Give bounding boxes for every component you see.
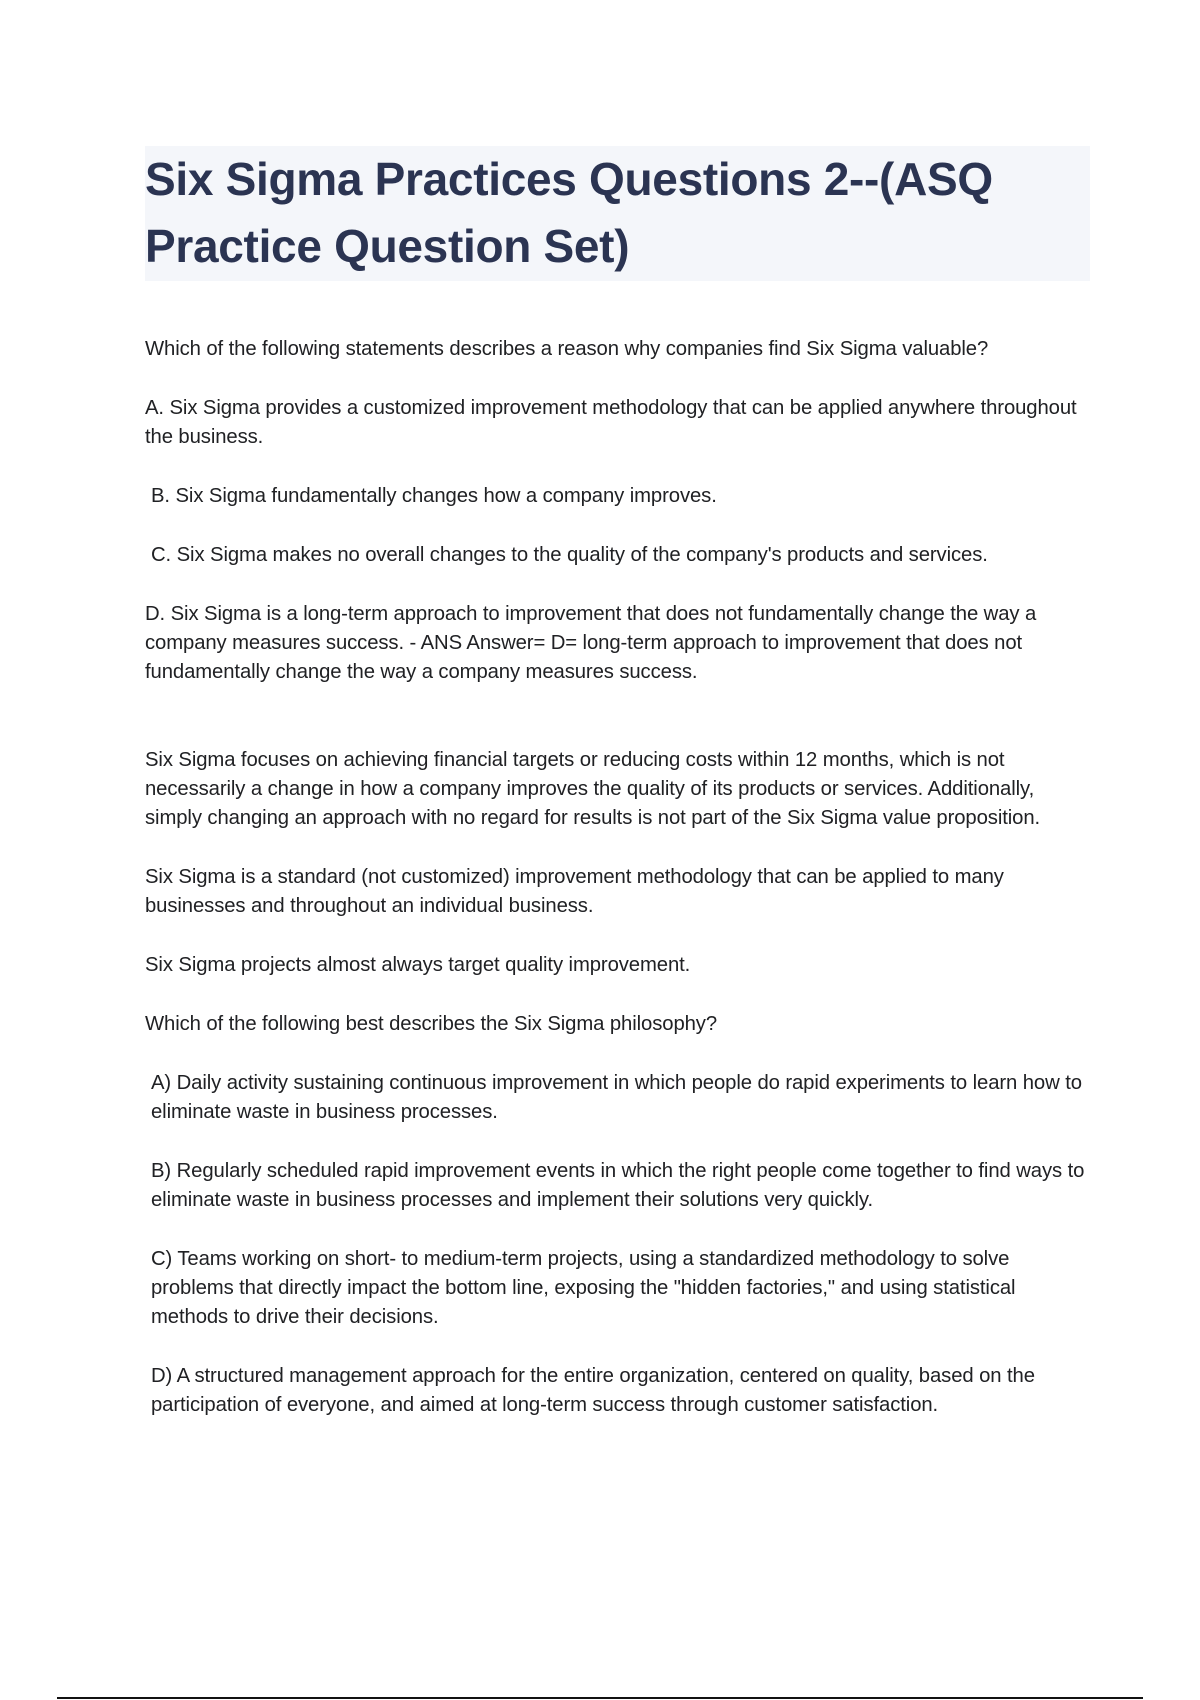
question-2-option-a: A) Daily activity sustaining continuous improvement in which people do rapid experiments to learn how to eliminate waste in business processes. bbox=[151, 1072, 1082, 1123]
document-title: Six Sigma Practices Questions 2--(ASQ Practice Question Set) bbox=[145, 153, 993, 272]
question-2-option-c: C) Teams working on short- to medium-term projects, using a standardized methodology to solve problems that directly impact the bottom line, exposing the "hidden factories," and using statistical methods to drive their decisions. bbox=[151, 1248, 1016, 1328]
question-1-option-c: C. Six Sigma makes no overall changes to the quality of the company's products and services. bbox=[151, 544, 988, 566]
document-body bbox=[145, 335, 1090, 1420]
question-1-option-d-answer: D. Six Sigma is a long-term approach to improvement that does not fundamentally change the way a company measures success. - ANS Answer= D= long-term approach to improvement that does not fundamentally change the way a company measures success. bbox=[145, 603, 1037, 683]
question-1-option-b: B. Six Sigma fundamentally changes how a company improves. bbox=[151, 485, 717, 507]
question-2-option-d: D) A structured management approach for the entire organization, centered on quality, based on the participation of everyone, and aimed at long-term success through customer satisfaction. bbox=[151, 1365, 1035, 1416]
explanation-paragraph-3: Six Sigma projects almost always target quality improvement. bbox=[145, 954, 691, 976]
question-1: Which of the following statements describes a reason why companies find Six Sigma valuable? bbox=[145, 338, 989, 360]
title-block bbox=[145, 146, 1090, 281]
question-2-option-b: B) Regularly scheduled rapid improvement events in which the right people come together to find ways to eliminate waste in business processes and implement their solutions very quickly. bbox=[151, 1160, 1085, 1211]
question-2: Which of the following best describes the Six Sigma philosophy? bbox=[145, 1013, 718, 1035]
explanation-paragraph-1: Six Sigma focuses on achieving financial targets or reducing costs within 12 months, which is not necessarily a change in how a company improves the quality of its products or services. Additionally, simply changing an approach with no regard for results is not part of the Six Sigma value proposition. bbox=[145, 749, 1041, 829]
page-bottom-rule bbox=[57, 1697, 1143, 1699]
question-1-option-a: A. Six Sigma provides a customized improvement methodology that can be applied anywhere throughout the business. bbox=[145, 397, 1077, 448]
explanation-paragraph-2: Six Sigma is a standard (not customized) improvement methodology that can be applied to many businesses and throughout an individual business. bbox=[145, 866, 1004, 917]
